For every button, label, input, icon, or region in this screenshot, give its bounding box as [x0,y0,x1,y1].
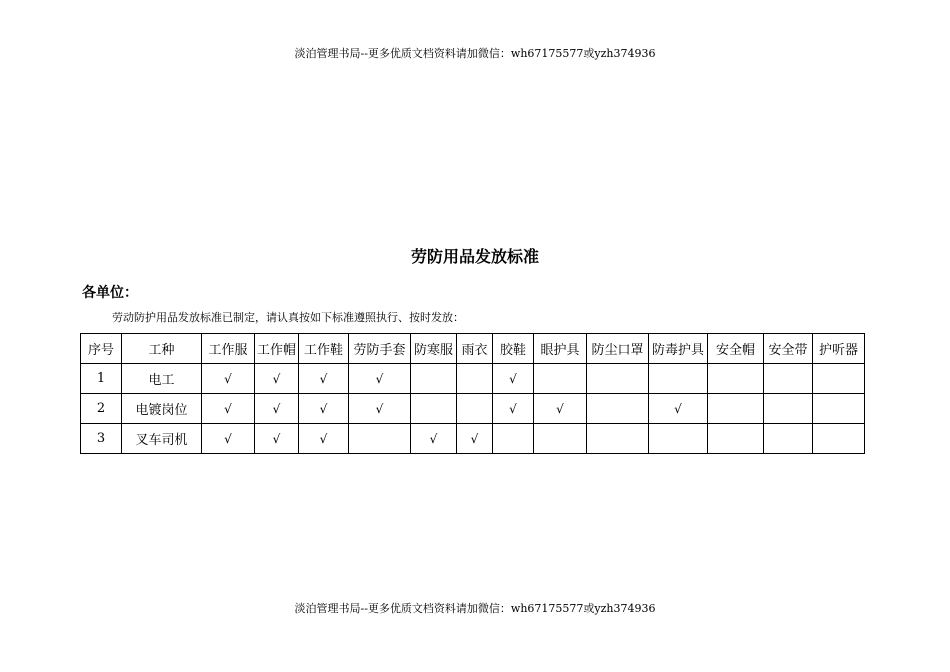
header-cell-work-clothes: 工作服 [202,334,255,364]
salutation: 各单位： [82,285,138,301]
table-header-row [81,334,865,364]
check-cell [764,424,813,454]
check-cell [764,364,813,394]
header-cell-work-cap: 工作帽 [255,334,299,364]
check-cell: √ [299,364,349,394]
header-cell-gloves: 劳防手套 [349,334,411,364]
check-cell [587,364,649,394]
row-number-cell: 1 [81,364,122,394]
check-cell [411,394,457,424]
table-row [81,364,865,394]
check-cell: √ [493,364,534,394]
check-cell [457,364,493,394]
check-cell: √ [299,424,349,454]
check-cell [649,424,708,454]
check-cell [708,394,764,424]
header-cell-gas-protection: 防毒护具 [649,334,708,364]
check-cell [649,364,708,394]
header-note: 淡泊管理书局--更多优质文档资料请加微信：wh67175577或yzh374936 [294,47,656,60]
check-cell [587,394,649,424]
check-cell [708,364,764,394]
check-cell: √ [349,364,411,394]
job-cell: 电镀岗位 [122,394,202,424]
row-number-cell: 3 [81,424,122,454]
header-cell-rubber-shoes: 胶鞋 [493,334,534,364]
check-cell [457,394,493,424]
ppe-standard-table [80,333,865,454]
table-row [81,394,865,424]
check-cell [493,424,534,454]
document-title: 劳防用品发放标准 [410,247,539,266]
check-cell [411,364,457,394]
header-cell-safety-helmet: 安全帽 [708,334,764,364]
intro-paragraph: 劳动防护用品发放标准已制定，请认真按如下标准遵照执行、按时发放： [112,311,464,324]
header-cell-eye-protection: 眼护具 [534,334,587,364]
check-cell: √ [457,424,493,454]
header-cell-raincoat: 雨衣 [457,334,493,364]
check-cell: √ [649,394,708,424]
header-cell-no: 序号 [81,334,122,364]
check-cell: √ [202,364,255,394]
job-cell: 叉车司机 [122,424,202,454]
check-cell: √ [534,394,587,424]
check-cell: √ [255,424,299,454]
check-cell [534,424,587,454]
header-cell-work-shoes: 工作鞋 [299,334,349,364]
check-cell: √ [255,394,299,424]
check-cell [708,424,764,454]
check-cell [349,424,411,454]
header-cell-winter-clothes: 防寒服 [411,334,457,364]
check-cell: √ [202,394,255,424]
check-cell: √ [255,364,299,394]
check-cell [534,364,587,394]
check-cell: √ [299,394,349,424]
row-number-cell: 2 [81,394,122,424]
header-cell-dust-mask: 防尘口罩 [587,334,649,364]
check-cell: √ [411,424,457,454]
check-cell: √ [349,394,411,424]
check-cell [587,424,649,454]
header-cell-safety-belt: 安全带 [764,334,813,364]
job-cell: 电工 [122,364,202,394]
check-cell: √ [493,394,534,424]
footer-note: 淡泊管理书局--更多优质文档资料请加微信：wh67175577或yzh374936 [294,602,656,615]
check-cell [813,394,865,424]
header-cell-job: 工种 [122,334,202,364]
header-cell-hearing-protector: 护听器 [813,334,865,364]
check-cell [813,364,865,394]
check-cell: √ [202,424,255,454]
check-cell [764,394,813,424]
table-row [81,424,865,454]
check-cell [813,424,865,454]
